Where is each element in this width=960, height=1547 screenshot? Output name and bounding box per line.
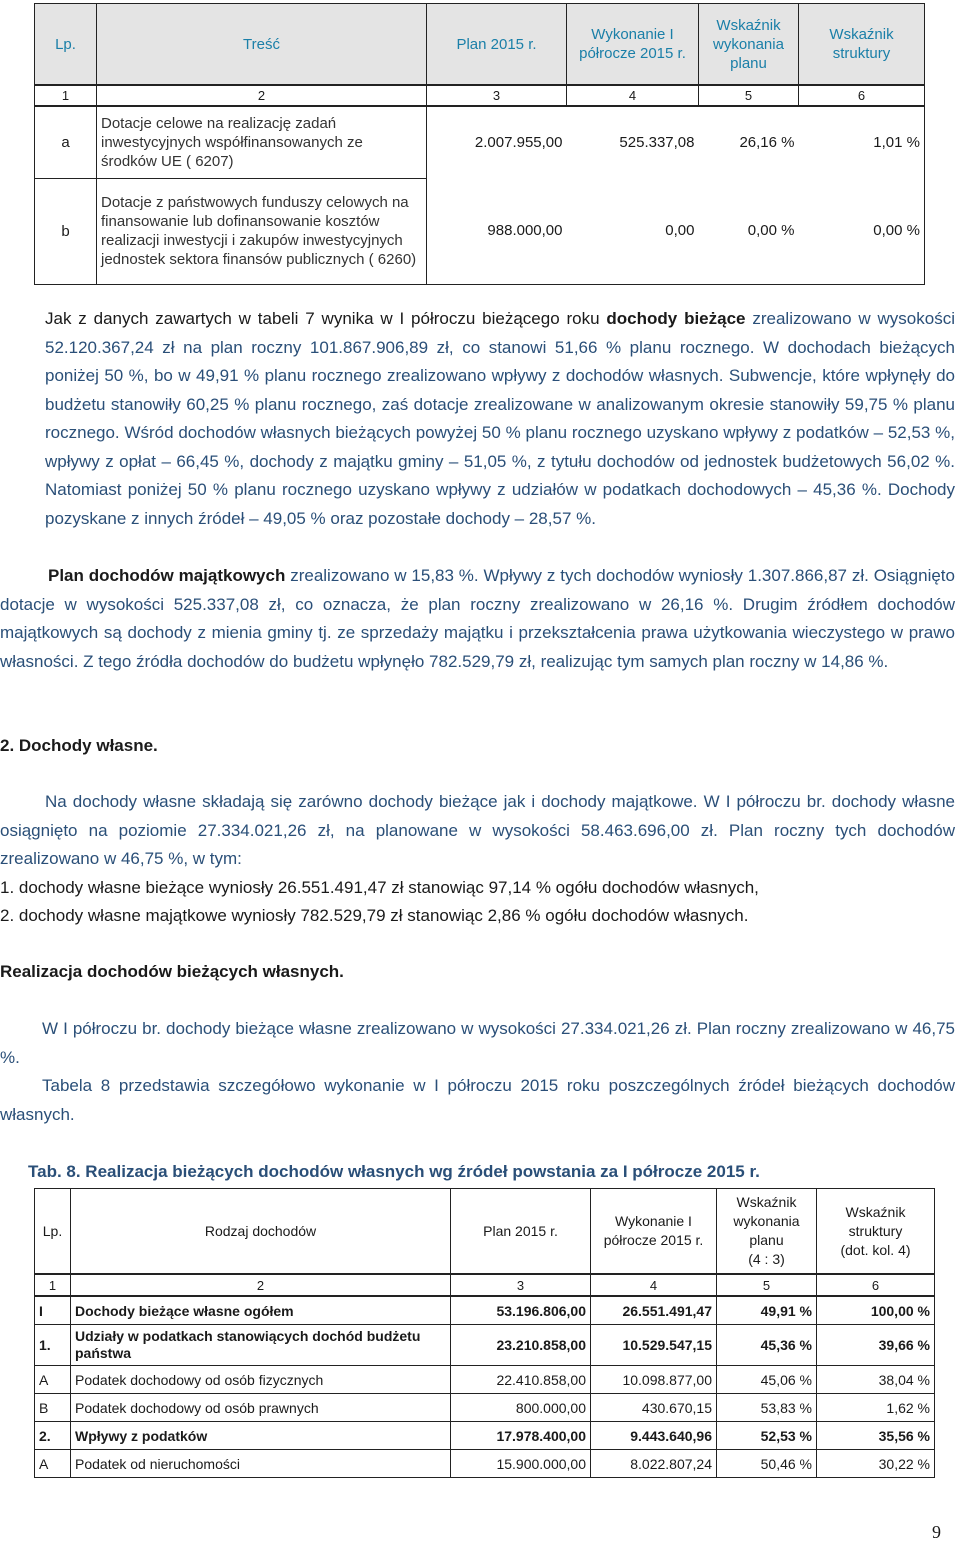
header-plan: Plan 2015 r.	[451, 1189, 591, 1275]
list-item: 1. dochody własne bieżące wyniosły 26.551.491,47 zł stanowiąc 97,14 % ogółu dochodów własnych,	[0, 878, 759, 897]
col-number: 2	[97, 85, 427, 106]
col-number: 6	[817, 1274, 935, 1296]
row-struktura: 100,00 %	[817, 1296, 935, 1325]
header-struktura-note: (dot. kol. 4)	[840, 1241, 911, 1258]
row-wskaznik-wykonania: 26,16 %	[739, 134, 795, 151]
row-wskaznik: 53,83 %	[717, 1394, 817, 1422]
row-wykonanie: 10.529.547,15	[591, 1325, 717, 1366]
header-wykonanie: Wykonanie I półrocze 2015 r.	[591, 1189, 717, 1275]
paragraph-dochody-biezace	[0, 305, 955, 533]
header-wskaznik-struktury: Wskaźnik struktury	[799, 4, 925, 86]
row-struktura: 1,62 %	[817, 1394, 935, 1422]
col-number: 2	[71, 1274, 451, 1296]
header-lp: Lp.	[35, 4, 97, 86]
row-plan: 23.210.858,00	[451, 1325, 591, 1366]
row-lp: I	[35, 1296, 71, 1325]
header-wskaznik-formula: (4 : 3)	[748, 1251, 785, 1267]
heading-dochody-wlasne: 2. Dochody własne.	[0, 736, 158, 755]
row-name: Wpływy z podatków	[71, 1422, 451, 1450]
row-description: Dotacje z państwowych funduszy celowych na finansowanie lub dofinansowanie kosztów realizacji inwestycji i zakupów inwestycyjnych jednostek sektora finansów publicznych ( 6260)	[97, 178, 427, 284]
p1-text-c: zrealizowano w wysokości 52.120.367,24 zł na plan roczny 101.867.906,89 zł, co stanowi 51,66 % planu rocznego. W dochodach bieżących poniżej 50 %, bo w 49,91 % planu rocznego zrealizowano wpływy z dochodów własnych. Subwencje, które wpłynęły do budżetu stanowiły 60,25 % planu rocznego, zaś dotacje zrealizowane w analizowanym okresie stanowiły 59,75 % planu rocznego. Wśród dochodów własnych bieżących powyżej 50 % planu rocznego uzyskano wpływy z podatków – 52,53 %, wpływy z opłat – 66,45 %, dochody z majątku gminy – 51,05 %, z tytułu dochodów od jednostek budżetowych 56,02 %. Natomiast poniżej 50 % planu rocznego uzyskano wpływy z udziałów w podatkach dochodowych – 45,36 %. Dochody pozyskane z innych źródeł – 49,05 % oraz pozostałe dochody – 28,57 %.	[45, 309, 955, 528]
paragraph-dochody-majatkowe	[0, 562, 955, 676]
col-number: 5	[717, 1274, 817, 1296]
row-lp: A	[35, 1366, 71, 1394]
table-title: Tab. 8. Realizacja bieżących dochodów własnych wg źródeł powstania za I półrocze 2015 r.	[28, 1162, 760, 1181]
row-wykonanie: 430.670,15	[591, 1394, 717, 1422]
row-wykonanie: 10.098.877,00	[591, 1366, 717, 1394]
row-struktura: 39,66 %	[817, 1325, 935, 1366]
row-wskaznik-struktury: 1,01 %	[799, 106, 925, 178]
row-wskaznik: 50,46 %	[717, 1450, 817, 1478]
paragraph-dochody-wlasne: Na dochody własne składają się zarówno dochody bieżące jak i dochody majątkowe. W I półroczu br. dochody własne osiągnięto na poziomie 27.334.021,26 zł, na planowane w wysokości 58.463.696,00 zł. Plan roczny tych dochodów zrealizowano w 46,75 %, w tym:	[0, 792, 955, 868]
row-wykonanie: 26.551.491,47	[591, 1296, 717, 1325]
header-lp: Lp.	[35, 1189, 71, 1275]
row-lp: a	[35, 106, 97, 178]
column-number-row	[35, 1274, 935, 1296]
header-wskaznik-wykonania: Wskaźnik wykonania planu	[699, 4, 799, 86]
row-lp: A	[35, 1450, 71, 1478]
row-name: Dochody bieżące własne ogółem	[71, 1296, 451, 1325]
row-lp: B	[35, 1394, 71, 1422]
row-wykonanie: 0,00	[567, 178, 699, 284]
col-number: 4	[591, 1274, 717, 1296]
header-wskaznik-label: Wskaźnik wykonania planu	[733, 1194, 800, 1248]
paragraph-tabela-8: Tabela 8 przedstawia szczegółowo wykonanie w I półroczu 2015 roku poszczególnych źródeł bieżących dochodów własnych.	[0, 1076, 955, 1124]
table-row	[35, 1325, 935, 1366]
p2-bold: Plan dochodów majątkowych	[48, 566, 286, 585]
header-wykonanie: Wykonanie I półrocze 2015 r.	[567, 4, 699, 86]
header-rodzaj: Rodzaj dochodów	[71, 1189, 451, 1275]
p2-text: zrealizowano w 15,83 %. Wpływy z tych dochodów wyniosły 1.307.866,87 zł. Osiągnięto dotacje w wysokości 525.337,08 zł, co oznacza, że plan roczny zrealizowano w 26,16 %. Drugim źródłem dochodów majątkowych są dochody z mienia gminy tj. ze sprzedaży majątku i przekształcenia prawa użytkowania wieczystego w prawo własności. Z tego źródła dochodów do budżetu wpłynęło 782.529,79 zł, realizując tym samych plan roczny w 14,86 %.	[0, 566, 955, 671]
list-item: 2. dochody własne majątkowe wyniosły 782.529,79 zł stanowiąc 2,86 % ogółu dochodów własnych.	[0, 906, 749, 925]
col-number: 1	[35, 1274, 71, 1296]
page-number: 9	[932, 1522, 941, 1542]
row-plan: 15.900.000,00	[451, 1450, 591, 1478]
col-number: 3	[451, 1274, 591, 1296]
table-row	[35, 1366, 935, 1394]
row-wskaznik: 49,91 %	[717, 1296, 817, 1325]
table-header-row	[35, 1189, 935, 1275]
table-dotacje	[34, 3, 925, 285]
table-row	[35, 1450, 935, 1478]
row-wskaznik: 52,53 %	[717, 1422, 817, 1450]
row-wykonanie: 9.443.640,96	[591, 1422, 717, 1450]
row-plan: 22.410.858,00	[451, 1366, 591, 1394]
row-name: Udziały w podatkach stanowiących dochód budżetu państwa	[71, 1325, 451, 1366]
p1-bold: dochody bieżące	[606, 309, 746, 328]
row-wskaznik: 45,36 %	[717, 1325, 817, 1366]
column-number-row	[35, 85, 925, 106]
table-row	[35, 1422, 935, 1450]
table-row	[35, 1394, 935, 1422]
row-lp: b	[35, 178, 97, 284]
col-number: 6	[799, 85, 925, 106]
col-number: 4	[567, 85, 699, 106]
table-dochody-wlasne	[34, 1188, 935, 1478]
table-header-row	[35, 4, 925, 86]
heading-realizacja-dochodow: Realizacja dochodów bieżących własnych.	[0, 962, 344, 981]
row-wskaznik: 45,06 %	[717, 1366, 817, 1394]
row-description: Dotacje celowe na realizację zadań inwestycyjnych współfinansowanych ze środków UE ( 6207)	[97, 106, 427, 178]
header-wskaznik-struktury	[817, 1189, 935, 1275]
col-number: 3	[427, 85, 567, 106]
header-wskaznik-wykonania	[717, 1189, 817, 1275]
row-name: Podatek od nieruchomości	[71, 1450, 451, 1478]
row-wskaznik-struktury: 0,00 %	[799, 178, 925, 284]
header-struktura-label: Wskaźnik struktury	[845, 1203, 906, 1239]
row-wykonanie: 525.337,08	[619, 134, 695, 151]
header-tresc: Treść	[97, 4, 427, 86]
row-struktura: 30,22 %	[817, 1450, 935, 1478]
row-plan: 800.000,00	[451, 1394, 591, 1422]
row-plan: 988.000,00	[427, 178, 567, 284]
row-plan: 17.978.400,00	[451, 1422, 591, 1450]
paragraph-realizacja: W I półroczu br. dochody bieżące własne zrealizowano w wysokości 27.334.021,26 zł. Plan roczny zrealizowano w 46,75 %.	[0, 1019, 955, 1067]
row-wykonanie: 8.022.807,24	[591, 1450, 717, 1478]
row-name: Podatek dochodowy od osób prawnych	[71, 1394, 451, 1422]
row-wskaznik-wykonania: 0,00 %	[699, 178, 799, 284]
row-plan: 53.196.806,00	[451, 1296, 591, 1325]
row-plan: 2.007.955,00	[474, 134, 563, 151]
col-number: 5	[699, 85, 799, 106]
row-struktura: 38,04 %	[817, 1366, 935, 1394]
p1-text-a: Jak z danych zawartych w tabeli 7 wynika w I półroczu bieżącego roku	[45, 309, 607, 328]
row-lp: 1.	[35, 1325, 71, 1366]
row-struktura: 35,56 %	[817, 1422, 935, 1450]
col-number: 1	[35, 85, 97, 106]
table-row	[35, 106, 925, 178]
row-lp: 2.	[35, 1422, 71, 1450]
table-row	[35, 1296, 935, 1325]
table-row	[35, 178, 925, 284]
header-plan: Plan 2015 r.	[427, 4, 567, 86]
row-name: Podatek dochodowy od osób fizycznych	[71, 1366, 451, 1394]
